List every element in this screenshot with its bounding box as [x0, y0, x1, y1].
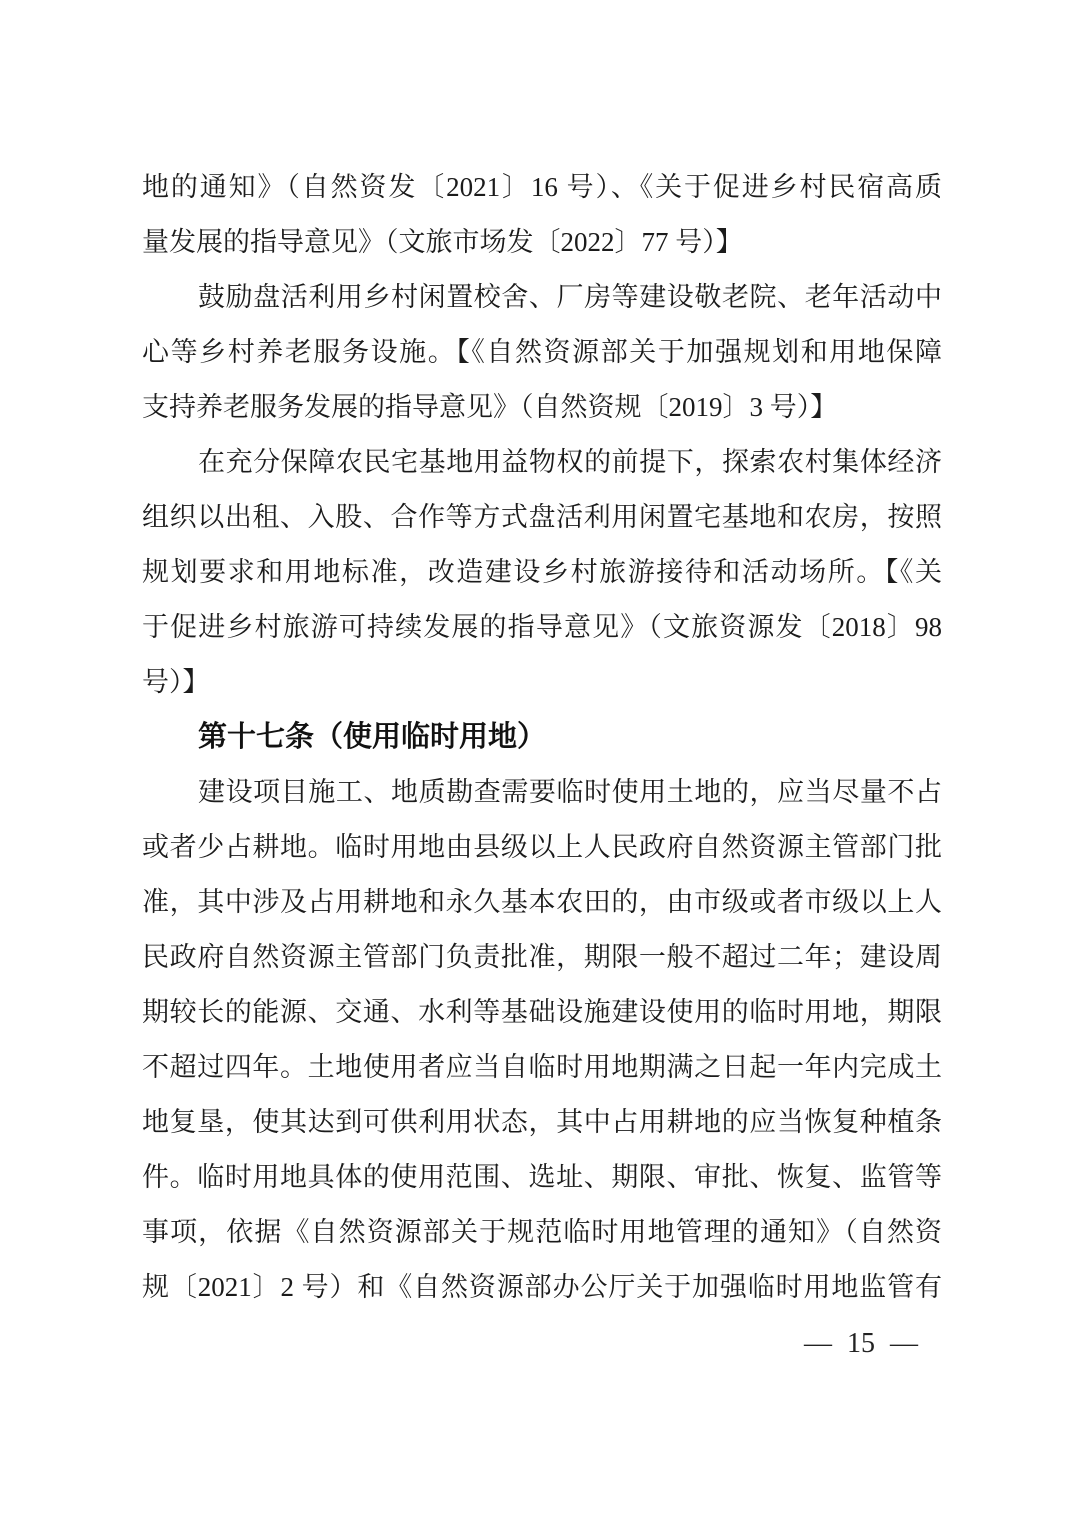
paragraph-line: 规划要求和用地标准，改造建设乡村旅游接待和活动场所。【《关 — [142, 557, 942, 587]
paragraph-line: 事项，依据《自然资源部关于规范临时用地管理的通知》（自然资 — [142, 1217, 942, 1247]
paragraph-line: 建设项目施工、地质勘查需要临时使用土地的，应当尽量不占 — [198, 777, 942, 807]
paragraph-line: 心等乡村养老服务设施。【《自然资源部关于加强规划和用地保障 — [142, 337, 942, 367]
paragraph-line: 地的通知》（自然资发〔2021〕16 号）、《关于促进乡村民宿高质 — [142, 172, 942, 202]
paragraph-line: 或者少占耕地。临时用地由县级以上人民政府自然资源主管部门批 — [142, 832, 942, 862]
paragraph-line: 民政府自然资源主管部门负责批准，期限一般不超过二年；建设周 — [142, 942, 942, 972]
paragraph-line: 鼓励盘活利用乡村闲置校舍、厂房等建设敬老院、老年活动中 — [198, 282, 942, 312]
paragraph-line: 准，其中涉及占用耕地和永久基本农田的，由市级或者市级以上人 — [142, 887, 942, 917]
paragraph-line: 地复垦，使其达到可供利用状态，其中占用耕地的应当恢复种植条 — [142, 1107, 942, 1137]
paragraph-line: 规〔2021〕2 号）和《自然资源部办公厅关于加强临时用地监管有 — [142, 1272, 942, 1302]
paragraph-line: 期较长的能源、交通、水利等基础设施建设使用的临时用地，期限 — [142, 997, 942, 1027]
document-body — [142, 160, 942, 1315]
paragraph-line: 量发展的指导意见》（文旅市场发〔2022〕77 号）】 — [142, 227, 743, 257]
paragraph-line: 支持养老服务发展的指导意见》（自然资规〔2019〕3 号）】 — [142, 392, 838, 422]
paragraph-line: 于促进乡村旅游可持续发展的指导意见》（文旅资源发〔2018〕98 — [142, 612, 942, 642]
paragraph-line: 组织以出租、入股、合作等方式盘活利用闲置宅基地和农房，按照 — [142, 502, 942, 532]
page-number: — 15 — — [804, 1328, 918, 1359]
paragraph-line: 件。临时用地具体的使用范围、选址、期限、审批、恢复、监管等 — [142, 1162, 942, 1192]
paragraph-line: 号）】 — [142, 667, 210, 697]
paragraph-line: 不超过四年。土地使用者应当自临时用地期满之日起一年内完成土 — [142, 1052, 942, 1082]
article-heading: 第十七条（使用临时用地） — [198, 721, 547, 753]
paragraph-line: 在充分保障农民宅基地用益物权的前提下，探索农村集体经济 — [198, 447, 942, 477]
